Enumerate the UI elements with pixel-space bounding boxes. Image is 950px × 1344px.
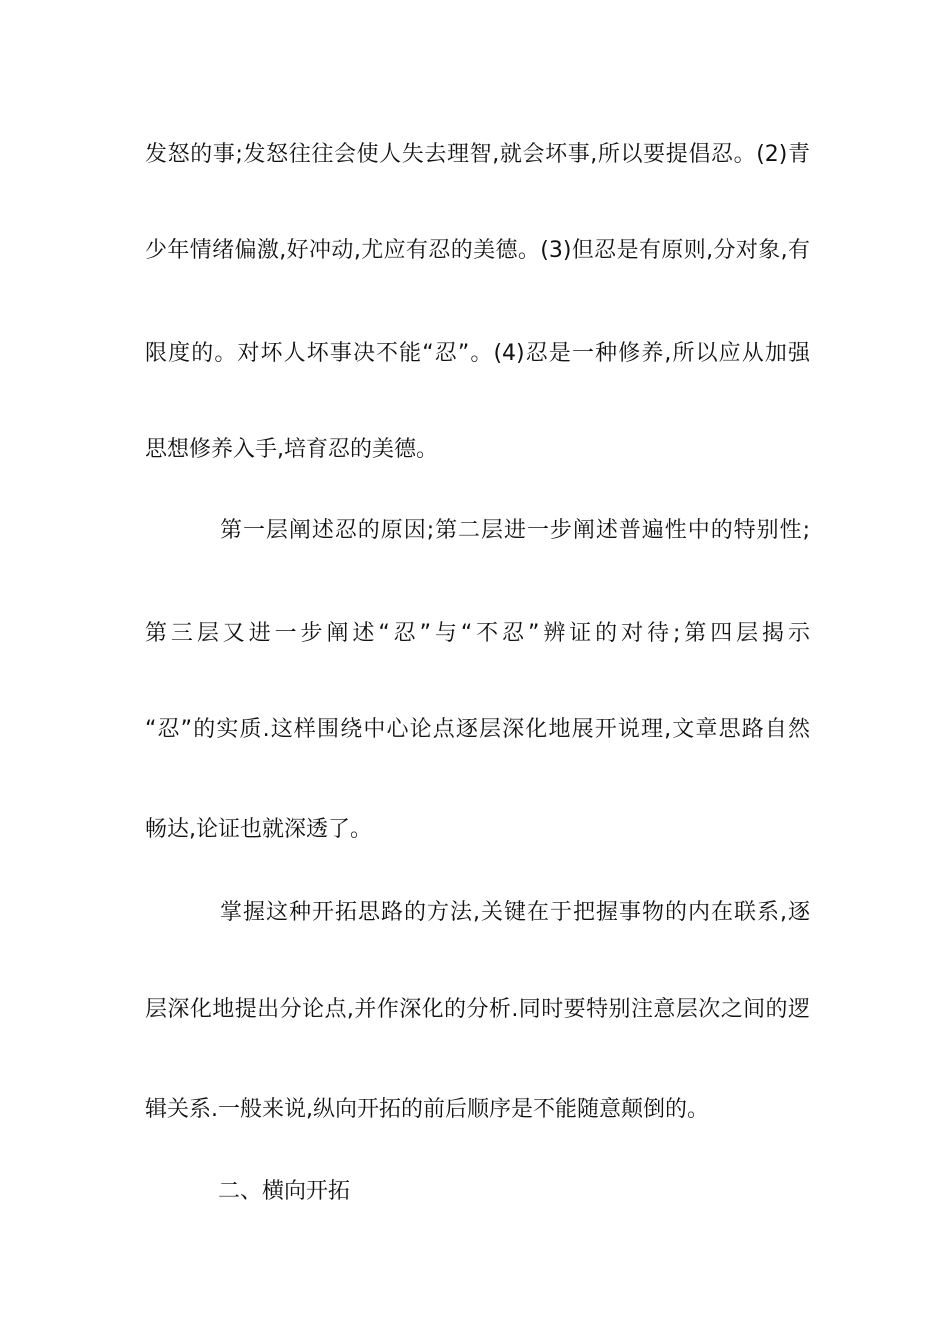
section-heading: 二、横向开拓 bbox=[218, 1179, 351, 1204]
paragraph-line: 第一层阐述忍的原因;第二层进一步阐述普遍性中的特别性; bbox=[220, 518, 810, 543]
paragraph-line: “忍”的实质.这样围绕中心论点逐层深化地展开说理,文章思路自然 bbox=[145, 717, 810, 742]
paragraph-line: 畅达,论证也就深透了。 bbox=[145, 817, 372, 842]
paragraph-line: 第三层又进一步阐述“忍”与“不忍”辨证的对待;第四层揭示 bbox=[145, 621, 810, 646]
paragraph-line: 掌握这种开拓思路的方法,关键在于把握事物的内在联系,逐 bbox=[220, 900, 810, 925]
paragraph-line: 层深化地提出分论点,并作深化的分析.同时要特别注意层次之间的逻 bbox=[145, 997, 810, 1022]
paragraph-line: 发怒的事;发怒往往会使人失去理智,就会坏事,所以要提倡忍。(2)青 bbox=[145, 142, 810, 167]
paragraph-line: 限度的。对坏人坏事决不能“忍”。(4)忍是一种修养,所以应从加强 bbox=[145, 341, 810, 366]
paragraph-line: 少年情绪偏激,好冲动,尤应有忍的美德。(3)但忍是有原则,分对象,有 bbox=[145, 238, 810, 263]
paragraph-line: 思想修养入手,培育忍的美德。 bbox=[145, 437, 438, 462]
paragraph-line: 辑关系.一般来说,纵向开拓的前后顺序是不能随意颠倒的。 bbox=[145, 1097, 709, 1122]
